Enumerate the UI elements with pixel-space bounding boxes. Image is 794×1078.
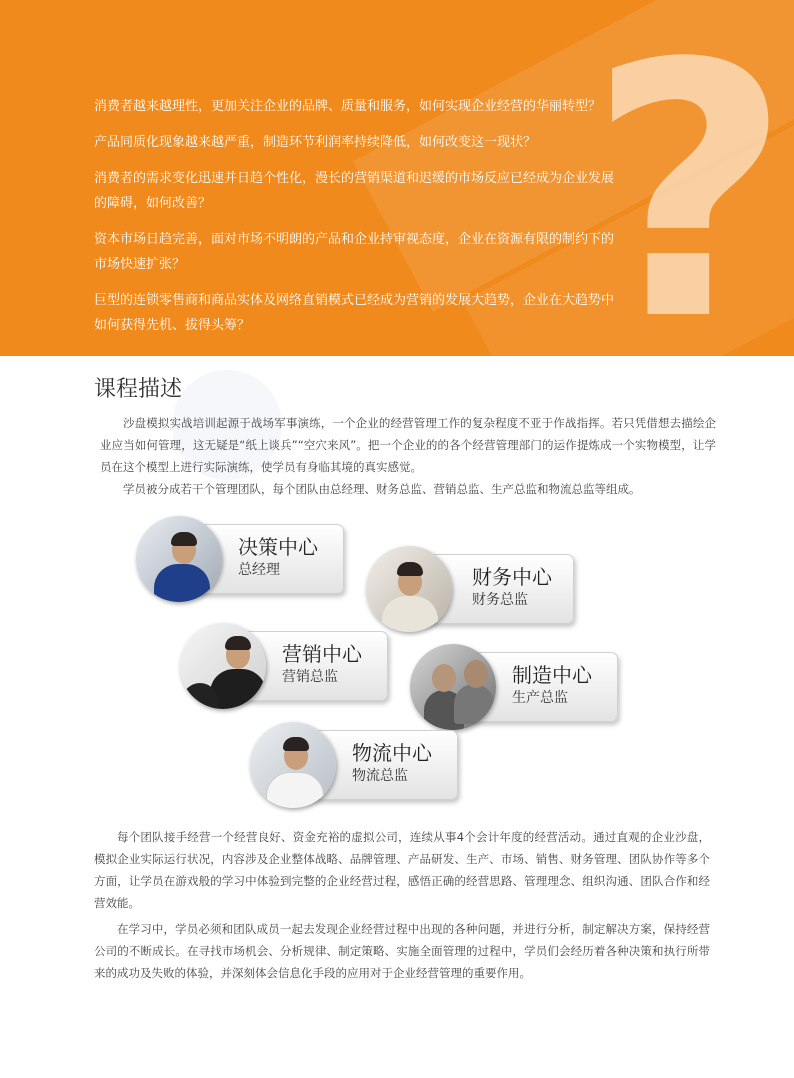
center-role: 生产总监: [512, 690, 568, 706]
center-name: 财务中心: [472, 565, 552, 589]
body-paragraph-1: [94, 826, 710, 914]
center-role: 财务总监: [472, 592, 528, 608]
manager-photo: [136, 516, 222, 602]
center-name: 营销中心: [282, 642, 362, 666]
question-item: 产品同质化现象越来越严重，制造环节利润率持续降低，如何改变这一现状？: [94, 135, 537, 150]
center-role: 物流总监: [352, 768, 408, 784]
center-role: 营销总监: [282, 669, 338, 685]
course-intro: [100, 412, 716, 500]
question-item: 消费者越来越理性，更加关注企业的品牌、质量和服务，如何实现企业经营的华丽转型？: [94, 99, 602, 114]
question-item: 巨型的连锁零售商和商品实体及网络直销模式已经成为营销的发展大趋势，企业在大趋势中如何获得先机、拔得头筹？: [94, 293, 615, 333]
center-label: [352, 740, 432, 786]
body-text: 在学习中，学员必须和团队成员一起去发现企业经营过程中出现的各种问题，并进行分析，制定解决方案，保持经营公司的不断成长。在寻找市场机会、分析规律、制定策略、实施全面管理的过程中，学员们会经历着各种决策和执行所带来的成功及失败的体验，并深刻体会信息化手段的应用对于企业经营管理的重要作用。: [94, 922, 710, 980]
center-name: 制造中心: [512, 663, 592, 687]
question-item: 资本市场日趋完善，面对市场不明朗的产品和企业持审视态度，企业在资源有限的制约下的市场快速扩张？: [94, 232, 615, 272]
center-marketing: [180, 631, 388, 701]
question-mark-graphic: ?: [588, 0, 792, 356]
finance-photo: [366, 546, 452, 632]
logistics-photo: [250, 722, 336, 808]
section-title: 课程描述: [94, 377, 183, 402]
intro-paragraph: 沙盘模拟实战培训起源于战场军事演练，一个企业的经营管理工作的复杂程度不亚于作战指挥。若只凭借想去描绘企业应当如何管理，这无疑是“纸上谈兵”“空穴来风”。把一个企业的的各个经营管理部门的运作提炼成一个实物模型，让学员在这个模型上进行实际演练，使学员有身临其境的真实感觉。: [100, 416, 716, 474]
center-label: [238, 534, 318, 580]
center-name: 决策中心: [238, 535, 318, 559]
orange-banner: [0, 0, 794, 356]
body-text: 每个团队接手经营一个经营良好、资金充裕的虚拟公司，连续从事4个会计年度的经营活动。通过直观的企业沙盘，模拟企业实际运行状况，内容涉及企业整体战略、品牌管理、产品研发、生产、市场、销售、财务管理、团队协作等多个方面，让学员在游戏般的学习中体验到完整的企业经营过程，感悟正确的经营思路、管理理念、组织沟通、团队合作和经营效能。: [94, 830, 710, 910]
body-paragraph-2: [94, 918, 710, 984]
manufacturing-photo: [410, 644, 496, 730]
center-manufacturing: [410, 652, 618, 722]
center-label: [282, 641, 362, 687]
center-finance: [366, 554, 574, 624]
marketing-photo: [180, 623, 266, 709]
center-name: 物流中心: [352, 741, 432, 765]
center-role: 总经理: [238, 562, 280, 578]
question-item: 消费者的需求变化迅速并日趋个性化，漫长的营销渠道和迟缓的市场反应已经成为企业发展的障碍，如何改善？: [94, 171, 615, 211]
question-list: [94, 94, 614, 349]
intro-paragraph: 学员被分成若干个管理团队，每个团队由总经理、财务总监、营销总监、生产总监和物流总监等组成。: [123, 482, 641, 496]
center-label: [512, 662, 592, 708]
center-decision: [136, 524, 344, 594]
center-label: [472, 564, 552, 610]
center-logistics: [250, 730, 458, 800]
